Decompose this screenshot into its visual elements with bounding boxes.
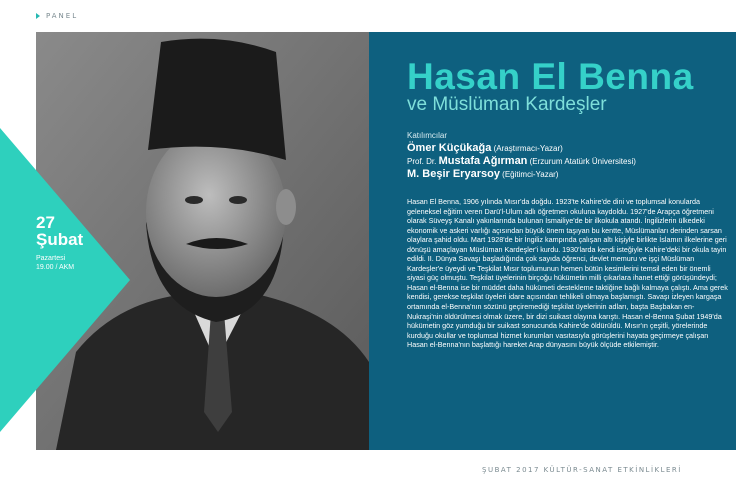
event-description: Hasan El Benna, 1906 yılında Mısır'da doğdu. 1923'te Kahire'de dini ve toplumsal konularda geleneksel eğitim veren Darü'l-Ulum adlı öğretmen okuluna kaydoldu. 1927'de Arapça öğretmeni olarak Süveyş Kanalı yakınlarında bulunan İsmailiye'de bir ilkokula atandı. İngilizlerin ülkedeki ekonomik ve askeri varlığı açısından büyük önem taşıyan bu kentte, Müslümanları derinden sarsan olaylara şahid oldu. Mart 1928'de bir İngiliz kampında çalışan altı kişiyle birlikte İslamın ilkelerine geri dönüşü amaçlayan Müslüman Kardeşler'i kurdu. 1930'larda kendi isteğiyle Kahire'deki bir okula tayin edildi. II. Dünya Savaşı başladığında çok sayıda öğrenci, devlet memuru ve işçi Müslüman Kardeşler'e üyeydi ve Teşkilat Mısır toplumunun hemen bütün kesimlerini temsil eden bir önemli siyasi güç olmuştu. Teşkilat üyelerinin birçoğu hükümetin milli çıkarlara ihanet ettiği görüşündeydi; Hasan el-Benna ise bir müddet daha hükümeti destekleme taktiğine bağlı kalmaya çalıştı. Ama gerek kendisi, gerekse teşkilat üyeleri idare açısından tehlikeli olmaya başlamıştı. Savaşı izleyen kargaşa ortamında el-Benna'nın sözünü geçiremediği teşkilat üyelerinin adları, başta Başbakan en-Nukraşi'nin öldürülmesi olmak üzere, bir dizi suikast olayına karıştı. Hasan el-Benna Şubat 1949'da hükümetin göz yumduğu bir suikast sonucunda Kahire'de öldürüldü. Mısır'ın çeşitli, yörelerinde kurduğu okullar ve toplumsal hizmet kurumları vasıtasıyla görüşlerini hayata geçirmeye çalışan Hasan el-Benna'nın başlattığı hareket Arap dünyasını büyük ölçüde etkilemiştir. xyxy=(407,197,728,350)
participant-row xyxy=(407,142,727,155)
event-day: 27 xyxy=(36,213,55,232)
triangle-icon xyxy=(36,13,40,19)
section-label xyxy=(36,12,78,20)
participants xyxy=(407,131,727,181)
event-title: Hasan El Benna xyxy=(407,56,694,97)
footer-text: ŞUBAT 2017 KÜLTÜR-SANAT ETKİNLİKLERİ xyxy=(482,466,682,474)
participant-role: (Eğitimci-Yazar) xyxy=(502,170,559,179)
participants-heading: Katılımcılar xyxy=(407,131,448,140)
participant-name: M. Beşir Eryarsoy xyxy=(407,168,500,180)
info-panel xyxy=(369,32,736,450)
event-date xyxy=(36,214,83,272)
event-weekday: Pazartesi xyxy=(36,255,66,262)
date-triangle xyxy=(0,128,130,432)
participant-name: Mustafa Ağırman xyxy=(438,155,528,167)
participant-role: (Erzurum Atatürk Üniversitesi) xyxy=(529,157,636,166)
event-subtitle: ve Müslüman Kardeşler xyxy=(407,94,607,115)
section-label-text: PANEL xyxy=(46,12,79,20)
participant-row xyxy=(407,155,727,168)
event-band xyxy=(36,32,736,450)
participant-prefix: Prof. Dr. xyxy=(407,157,437,166)
participant-name: Ömer Küçükağa xyxy=(407,142,492,154)
event-month: Şubat xyxy=(36,230,84,249)
participant-role: (Araştırmacı-Yazar) xyxy=(493,144,563,153)
participant-row xyxy=(407,168,727,181)
event-time-place: 19.00 / AKM xyxy=(36,264,75,271)
